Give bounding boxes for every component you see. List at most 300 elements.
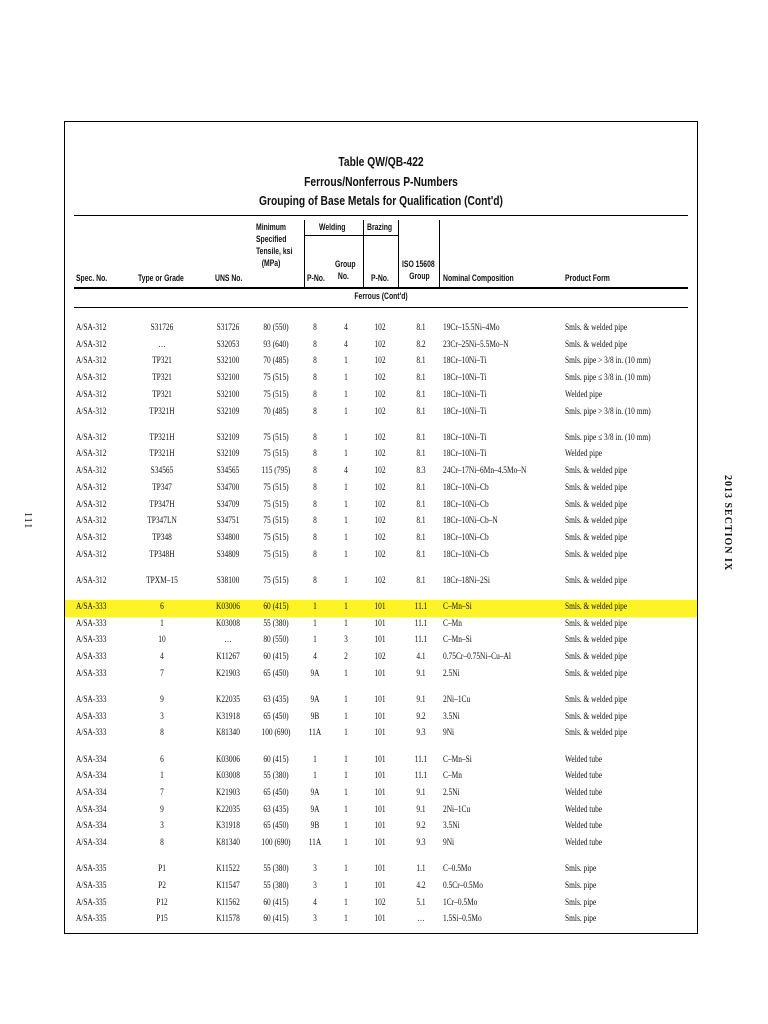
cell-bpno: 101 (374, 804, 386, 815)
header-divider (304, 220, 305, 288)
cell-iso: 8.1 (416, 516, 426, 527)
cell-bpno: 101 (374, 838, 386, 849)
cell-group: 1 (344, 914, 348, 925)
cell-group: 1 (344, 532, 348, 543)
cell-pno: 1 (313, 618, 317, 629)
cell-uns: K21903 (216, 668, 240, 679)
header-spec: Spec. No. (76, 273, 108, 284)
cell-pno: 9B (310, 711, 320, 722)
cell-form: Smls. pipe > 3/8 in. (10 mm) (565, 406, 651, 417)
table-row (65, 650, 697, 667)
cell-group: 1 (344, 516, 348, 527)
cell-bpno: 102 (374, 549, 386, 560)
cell-tensile: 65 (450) (263, 788, 289, 798)
cell-bpno: 101 (374, 821, 386, 832)
table-row (65, 321, 697, 338)
cell-comp: C–Mn–Si (443, 754, 472, 765)
cell-bpno: 101 (374, 914, 386, 925)
section-label: 2013 SECTION IX (722, 475, 733, 572)
cell-spec: A/SA-312 (76, 516, 107, 527)
cell-spec: A/SA-335 (76, 914, 107, 925)
cell-grade: 6 (160, 754, 164, 765)
cell-iso: 9.1 (416, 788, 426, 798)
header-product-form: Product Form (565, 273, 610, 284)
header-group (335, 259, 356, 283)
cell-iso: 8.1 (416, 373, 426, 384)
cell-iso: 8.1 (416, 482, 426, 493)
cell-tensile: 75 (515) (263, 575, 289, 586)
cell-form: Smls. pipe ≤ 3/8 in. (10 mm) (565, 432, 651, 443)
cell-comp: 18Cr–10Ni–Ti (443, 432, 487, 443)
cell-tensile: 75 (515) (263, 532, 289, 543)
cell-comp: 18Cr–10Ni–Cb (443, 482, 489, 493)
cell-group: 1 (344, 881, 348, 891)
cell-form: Welded tube (565, 821, 603, 832)
cell-pno: 8 (313, 516, 317, 527)
cell-tensile: 75 (515) (263, 549, 289, 560)
cell-grade: S34565 (150, 466, 174, 477)
table-row (65, 338, 697, 355)
cell-form: Smls. pipe (565, 881, 597, 891)
cell-form: Smls. pipe > 3/8 in. (10 mm) (565, 356, 651, 367)
cell-tensile: 60 (415) (263, 652, 289, 663)
cell-form: Smls. & welded pipe (565, 516, 628, 527)
cell-form: Welded tube (565, 771, 603, 782)
cell-comp: 2Ni–1Cu (443, 804, 471, 815)
cell-tensile: 60 (415) (263, 914, 289, 925)
cell-tensile: 60 (415) (263, 897, 289, 908)
cell-tensile: 63 (435) (263, 695, 289, 705)
cell-uns: K11267 (216, 652, 240, 663)
cell-tensile: 75 (515) (263, 482, 289, 493)
cell-tensile: 75 (515) (263, 373, 289, 384)
cell-grade: TP321H (149, 432, 175, 443)
header-bottom-rule (74, 287, 688, 289)
cell-iso: 8.1 (416, 532, 426, 543)
table-row (65, 600, 697, 617)
header-grade: Type or Grade (138, 273, 184, 284)
table-row (65, 405, 697, 422)
cell-grade: TP321H (149, 449, 175, 460)
cell-grade: 3 (160, 821, 164, 832)
cell-grade: TP347 (152, 482, 172, 493)
cell-group: 1 (344, 821, 348, 832)
cell-spec: A/SA-312 (76, 323, 107, 333)
cell-form: Smls. & welded pipe (565, 575, 628, 586)
cell-group: 1 (344, 449, 348, 460)
cell-bpno: 101 (374, 618, 386, 629)
cell-iso: 11.1 (414, 618, 428, 629)
cell-pno: 8 (313, 432, 317, 443)
header-divider (363, 235, 398, 236)
cell-comp: 23Cr–25Ni–5.5Mo–N (443, 339, 509, 350)
cell-grade: 6 (160, 602, 164, 612)
table-row (65, 693, 697, 710)
header-divider (304, 235, 363, 236)
cell-iso: 8.1 (416, 356, 426, 367)
cell-bpno: 102 (374, 389, 386, 400)
header-group-line-2: No. (337, 271, 349, 282)
cell-comp: 18Cr–10Ni–Cb (443, 532, 489, 543)
cell-bpno: 102 (374, 449, 386, 460)
cell-uns: K31918 (216, 711, 240, 722)
cell-bpno: 102 (374, 466, 386, 477)
table-row (65, 633, 697, 650)
cell-iso: 5.1 (416, 897, 426, 908)
cell-spec: A/SA-312 (76, 356, 107, 367)
cell-tensile: 75 (515) (263, 432, 289, 443)
cell-form: Smls. & welded pipe (565, 635, 628, 646)
cell-bpno: 102 (374, 339, 386, 350)
cell-comp: 3.5Ni (443, 711, 460, 722)
cell-bpno: 102 (374, 356, 386, 367)
cell-uns: K31918 (216, 821, 240, 832)
cell-group: 1 (344, 618, 348, 629)
cell-iso: … (417, 914, 425, 925)
cell-spec: A/SA-334 (76, 771, 107, 782)
cell-pno: 1 (313, 602, 317, 612)
table-title (65, 153, 697, 212)
cell-group: 1 (344, 897, 348, 908)
cell-comp: 0.5Cr–0.5Mo (443, 881, 483, 891)
cell-form: Smls. & welded pipe (565, 711, 628, 722)
cell-comp: 18Cr–10Ni–Ti (443, 449, 487, 460)
cell-uns: K21903 (216, 788, 240, 798)
cell-comp: 9Ni (443, 728, 455, 739)
cell-tensile: 65 (450) (263, 668, 289, 679)
table-row (65, 896, 697, 913)
cell-uns: K11547 (216, 881, 240, 891)
cell-iso: 8.1 (416, 449, 426, 460)
cell-group: 1 (344, 754, 348, 765)
cell-group: 1 (344, 499, 348, 510)
cell-pno: 8 (313, 466, 317, 477)
cell-bpno: 102 (374, 532, 386, 543)
cell-pno: 4 (313, 652, 317, 663)
cell-group: 1 (344, 406, 348, 417)
cell-pno: 8 (313, 499, 317, 510)
cell-pno: 8 (313, 482, 317, 493)
cell-bpno: 101 (374, 711, 386, 722)
table-row (65, 710, 697, 727)
header-iso-line-2: Group (409, 271, 430, 282)
cell-pno: 8 (313, 339, 317, 350)
cell-grade: … (158, 339, 166, 350)
table-row (65, 836, 697, 853)
table-row (65, 514, 697, 531)
cell-iso: 9.3 (416, 838, 426, 849)
cell-form: Smls. pipe (565, 864, 597, 875)
cell-pno: 9A (310, 695, 320, 705)
cell-bpno: 101 (374, 668, 386, 679)
cell-bpno: 101 (374, 788, 386, 798)
table-row (65, 862, 697, 879)
cell-pno: 8 (313, 323, 317, 333)
cell-form: Smls. & welded pipe (565, 532, 628, 543)
cell-pno: 11A (308, 728, 322, 739)
cell-comp: 2.5Ni (443, 668, 460, 679)
cell-group: 1 (344, 668, 348, 679)
cell-uns: S34800 (216, 532, 240, 543)
table-row (65, 531, 697, 548)
cell-uns: S32100 (216, 356, 240, 367)
cell-comp: 18Cr–10Ni–Cb–N (443, 516, 498, 527)
cell-group: 1 (344, 788, 348, 798)
subheader-text: Ferrous (Cont'd) (354, 291, 408, 302)
cell-uns: K81340 (216, 838, 240, 849)
cell-uns: K03006 (216, 754, 240, 765)
cell-form: Smls. & welded pipe (565, 482, 628, 493)
cell-uns: S31726 (216, 323, 240, 333)
table-row (65, 617, 697, 634)
cell-grade: P12 (156, 897, 168, 908)
cell-tensile: 75 (515) (263, 516, 289, 527)
header-divider (439, 220, 440, 288)
cell-spec: A/SA-312 (76, 549, 107, 560)
cell-form: Welded tube (565, 804, 603, 815)
cell-comp: 18Cr–10Ni–Ti (443, 389, 487, 400)
cell-grade: S31726 (150, 323, 174, 333)
cell-tensile: 65 (450) (263, 821, 289, 832)
cell-spec: A/SA-312 (76, 432, 107, 443)
header-brazing-pno: P-No. (371, 273, 389, 284)
table-row (65, 667, 697, 684)
cell-iso: 4.1 (416, 652, 426, 663)
cell-form: Smls. & welded pipe (565, 668, 628, 679)
cell-tensile: 75 (515) (263, 389, 289, 400)
cell-form: Smls. & welded pipe (565, 618, 628, 629)
cell-spec: A/SA-312 (76, 389, 107, 400)
cell-uns: K22035 (216, 695, 240, 705)
cell-grade: TP348H (149, 549, 175, 560)
table-row (65, 371, 697, 388)
page-number: 111 (22, 512, 33, 530)
cell-spec: A/SA-335 (76, 897, 107, 908)
cell-uns: … (224, 635, 232, 646)
cell-bpno: 102 (374, 482, 386, 493)
cell-group: 1 (344, 575, 348, 586)
cell-grade: 8 (160, 838, 164, 849)
cell-tensile: 70 (485) (263, 406, 289, 417)
cell-pno: 1 (313, 635, 317, 646)
cell-uns: K11562 (216, 897, 240, 908)
cell-spec: A/SA-312 (76, 482, 107, 493)
cell-pno: 8 (313, 389, 317, 400)
cell-spec: A/SA-334 (76, 821, 107, 832)
cell-tensile: 70 (485) (263, 356, 289, 367)
cell-form: Welded pipe (565, 389, 603, 400)
cell-grade: 1 (160, 771, 164, 782)
cell-group: 1 (344, 711, 348, 722)
header-tensile-line-2: Specified (256, 234, 287, 245)
cell-grade: 3 (160, 711, 164, 722)
cell-iso: 8.1 (416, 549, 426, 560)
cell-bpno: 101 (374, 864, 386, 875)
cell-pno: 9B (310, 821, 320, 832)
header-iso (402, 259, 435, 283)
cell-iso: 9.1 (416, 695, 426, 705)
cell-pno: 4 (313, 897, 317, 908)
cell-grade: TP321 (152, 373, 172, 384)
cell-uns: K11578 (216, 914, 240, 925)
table-row (65, 498, 697, 515)
cell-bpno: 102 (374, 499, 386, 510)
header-composition: Nominal Composition (443, 273, 514, 284)
cell-tensile: 75 (515) (263, 449, 289, 460)
cell-uns: S32109 (216, 432, 240, 443)
cell-bpno: 102 (374, 406, 386, 417)
cell-uns: S32053 (216, 339, 240, 350)
cell-tensile: 80 (550) (263, 323, 289, 333)
cell-comp: 18Cr–10Ni–Ti (443, 373, 487, 384)
cell-grade: 4 (160, 652, 164, 663)
table-row (65, 481, 697, 498)
cell-uns: S34751 (216, 516, 240, 527)
cell-comp: 9Ni (443, 838, 455, 849)
header-tensile-line-3: Tensile, ksi (256, 246, 293, 257)
cell-grade: P1 (158, 864, 166, 875)
cell-iso: 9.2 (416, 711, 426, 722)
table-frame (64, 121, 698, 934)
cell-grade: 9 (160, 804, 164, 815)
header-divider (363, 220, 364, 288)
cell-grade: 8 (160, 728, 164, 739)
cell-bpno: 102 (374, 432, 386, 443)
cell-form: Smls. pipe (565, 897, 597, 908)
cell-form: Welded tube (565, 754, 603, 765)
cell-spec: A/SA-334 (76, 804, 107, 815)
cell-group: 1 (344, 695, 348, 705)
cell-grade: TP347LN (147, 516, 177, 527)
title-line-1: Table QW/QB-422 (338, 155, 424, 169)
cell-comp: 18Cr–18Ni–2Si (443, 575, 490, 586)
cell-iso: 9.2 (416, 821, 426, 832)
cell-spec: A/SA-312 (76, 499, 107, 510)
cell-comp: C–Mn (443, 618, 462, 629)
cell-grade: 1 (160, 618, 164, 629)
cell-iso: 11.1 (414, 602, 428, 612)
cell-tensile: 55 (380) (263, 771, 289, 782)
cell-comp: 0.75Cr–0.75Ni–Cu–Al (443, 652, 511, 663)
cell-comp: C–Mn–Si (443, 602, 472, 612)
cell-comp: 19Cr–15.5Ni–4Mo (443, 323, 500, 333)
cell-tensile: 55 (380) (263, 618, 289, 629)
table-row (65, 769, 697, 786)
cell-spec: A/SA-312 (76, 532, 107, 543)
cell-uns: K03008 (216, 618, 240, 629)
cell-form: Welded pipe (565, 449, 603, 460)
cell-spec: A/SA-334 (76, 754, 107, 765)
cell-uns: S34809 (216, 549, 240, 560)
cell-uns: S34700 (216, 482, 240, 493)
cell-spec: A/SA-333 (76, 618, 107, 629)
cell-iso: 8.1 (416, 575, 426, 586)
subheader-rule (74, 307, 688, 308)
cell-form: Smls. & welded pipe (565, 549, 628, 560)
cell-form: Smls. & welded pipe (565, 602, 628, 612)
cell-comp: C–Mn–Si (443, 635, 472, 646)
cell-bpno: 102 (374, 516, 386, 527)
subheader (65, 291, 697, 302)
cell-uns: S32100 (216, 373, 240, 384)
table-row (65, 447, 697, 464)
cell-form: Smls. pipe (565, 914, 597, 925)
header-top-rule (74, 215, 688, 216)
cell-comp: 18Cr–10Ni–Ti (443, 356, 487, 367)
cell-group: 1 (344, 389, 348, 400)
table-row (65, 803, 697, 820)
cell-bpno: 101 (374, 771, 386, 782)
cell-pno: 8 (313, 532, 317, 543)
cell-iso: 1.1 (416, 864, 426, 875)
cell-uns: K11522 (216, 864, 240, 875)
cell-spec: A/SA-335 (76, 864, 107, 875)
cell-grade: TP348 (152, 532, 172, 543)
cell-group: 1 (344, 864, 348, 875)
cell-pno: 8 (313, 356, 317, 367)
cell-group: 1 (344, 549, 348, 560)
cell-tensile: 60 (415) (263, 754, 289, 765)
table-row (65, 786, 697, 803)
header-pno: P-No. (307, 273, 325, 284)
cell-uns: S34565 (216, 466, 240, 477)
header-group-line-1: Group (335, 259, 356, 270)
cell-bpno: 101 (374, 695, 386, 705)
cell-comp: 2Ni–1Cu (443, 695, 471, 705)
cell-grade: P2 (158, 881, 166, 891)
cell-spec: A/SA-312 (76, 466, 107, 477)
cell-spec: A/SA-333 (76, 711, 107, 722)
cell-uns: S34709 (216, 499, 240, 510)
cell-comp: 2.5Ni (443, 788, 460, 798)
cell-comp: C–0.5Mo (443, 864, 472, 875)
cell-iso: 11.1 (414, 771, 428, 782)
cell-grade: P15 (156, 914, 168, 925)
cell-iso: 9.1 (416, 804, 426, 815)
cell-form: Smls. & welded pipe (565, 466, 628, 477)
cell-tensile: 55 (380) (263, 881, 289, 891)
table-row (65, 819, 697, 836)
cell-iso: 8.3 (416, 466, 426, 477)
cell-comp: 1Cr–0.5Mo (443, 897, 478, 908)
cell-grade: 10 (158, 635, 166, 646)
cell-tensile: 93 (640) (263, 339, 289, 350)
cell-tensile: 55 (380) (263, 864, 289, 875)
cell-pno: 3 (313, 881, 317, 891)
cell-grade: TP347H (149, 499, 175, 510)
table-row (65, 912, 697, 929)
title-line-3: Grouping of Base Metals for Qualification (Cont'd) (259, 194, 503, 208)
cell-bpno: 102 (374, 323, 386, 333)
cell-spec: A/SA-333 (76, 602, 107, 612)
cell-group: 3 (344, 635, 348, 646)
cell-comp: C–Mn (443, 771, 462, 782)
cell-grade: TP321H (149, 406, 175, 417)
cell-spec: A/SA-333 (76, 668, 107, 679)
cell-group: 1 (344, 771, 348, 782)
cell-form: Smls. & welded pipe (565, 499, 628, 510)
cell-group: 1 (344, 804, 348, 815)
header-brazing: Brazing (367, 222, 393, 233)
cell-iso: 8.1 (416, 406, 426, 417)
cell-uns: S32109 (216, 406, 240, 417)
cell-group: 4 (344, 466, 348, 477)
cell-tensile: 100 (690) (261, 838, 291, 849)
cell-group: 1 (344, 602, 348, 612)
cell-iso: 8.1 (416, 323, 426, 333)
cell-pno: 9A (310, 788, 320, 798)
table-row (65, 574, 697, 591)
